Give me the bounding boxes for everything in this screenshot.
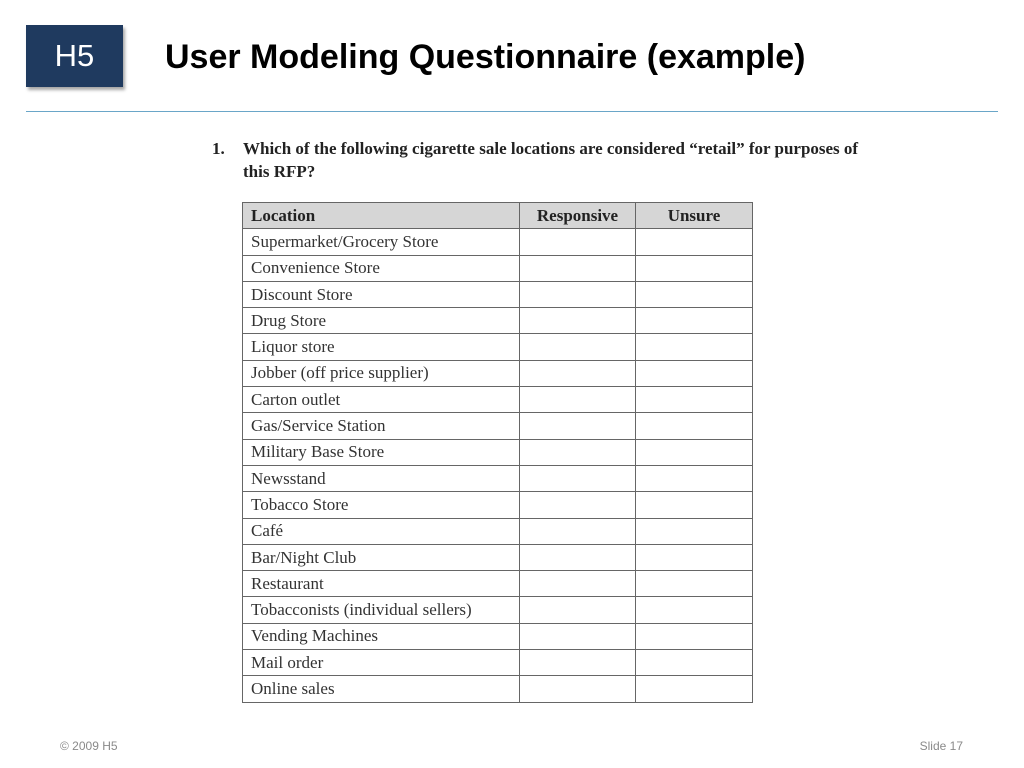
question-text: Which of the following cigarette sale locations are considered “retail” for purposes of this RFP? <box>243 139 859 181</box>
table-row <box>243 439 753 465</box>
location-cell: Drug Store <box>243 308 520 334</box>
unsure-cell[interactable] <box>636 650 753 676</box>
table-row <box>243 492 753 518</box>
location-cell: Newsstand <box>243 465 520 491</box>
unsure-cell[interactable] <box>636 571 753 597</box>
responsive-cell[interactable] <box>520 229 636 255</box>
unsure-cell[interactable] <box>636 597 753 623</box>
location-cell: Jobber (off price supplier) <box>243 360 520 386</box>
location-cell: Café <box>243 518 520 544</box>
table-row <box>243 518 753 544</box>
title-divider <box>26 111 998 112</box>
location-cell: Supermarket/Grocery Store <box>243 229 520 255</box>
responsive-cell[interactable] <box>520 360 636 386</box>
header-responsive: Responsive <box>520 203 636 229</box>
location-cell: Liquor store <box>243 334 520 360</box>
table-row <box>243 308 753 334</box>
table-header-row <box>243 203 753 229</box>
responsive-cell[interactable] <box>520 492 636 518</box>
h5-logo <box>26 25 123 87</box>
location-table <box>242 202 753 703</box>
table-row <box>243 229 753 255</box>
responsive-cell[interactable] <box>520 281 636 307</box>
responsive-cell[interactable] <box>520 650 636 676</box>
responsive-cell[interactable] <box>520 544 636 570</box>
table-row <box>243 334 753 360</box>
location-cell: Carton outlet <box>243 387 520 413</box>
location-cell: Restaurant <box>243 571 520 597</box>
location-cell: Military Base Store <box>243 439 520 465</box>
location-cell: Discount Store <box>243 281 520 307</box>
unsure-cell[interactable] <box>636 492 753 518</box>
responsive-cell[interactable] <box>520 255 636 281</box>
location-cell: Vending Machines <box>243 623 520 649</box>
unsure-cell[interactable] <box>636 518 753 544</box>
responsive-cell[interactable] <box>520 623 636 649</box>
unsure-cell[interactable] <box>636 360 753 386</box>
table-row <box>243 650 753 676</box>
table-body <box>243 229 753 702</box>
unsure-cell[interactable] <box>636 334 753 360</box>
table-row <box>243 623 753 649</box>
responsive-cell[interactable] <box>520 465 636 491</box>
unsure-cell[interactable] <box>636 229 753 255</box>
responsive-cell[interactable] <box>520 308 636 334</box>
table-row <box>243 597 753 623</box>
table-row <box>243 387 753 413</box>
table-row <box>243 255 753 281</box>
responsive-cell[interactable] <box>520 439 636 465</box>
responsive-cell[interactable] <box>520 518 636 544</box>
unsure-cell[interactable] <box>636 281 753 307</box>
unsure-cell[interactable] <box>636 544 753 570</box>
location-cell: Mail order <box>243 650 520 676</box>
table-row <box>243 676 753 702</box>
footer-slide-number: Slide 17 <box>919 739 963 753</box>
responsive-cell[interactable] <box>520 597 636 623</box>
responsive-cell[interactable] <box>520 413 636 439</box>
location-cell: Gas/Service Station <box>243 413 520 439</box>
question-number: 1. <box>212 139 225 158</box>
header-location: Location <box>243 203 520 229</box>
unsure-cell[interactable] <box>636 255 753 281</box>
table-row <box>243 360 753 386</box>
location-cell: Bar/Night Club <box>243 544 520 570</box>
header-unsure: Unsure <box>636 203 753 229</box>
responsive-cell[interactable] <box>520 676 636 702</box>
responsive-cell[interactable] <box>520 334 636 360</box>
responsive-cell[interactable] <box>520 571 636 597</box>
unsure-cell[interactable] <box>636 308 753 334</box>
location-cell: Online sales <box>243 676 520 702</box>
table-row <box>243 413 753 439</box>
unsure-cell[interactable] <box>636 676 753 702</box>
unsure-cell[interactable] <box>636 387 753 413</box>
table-row <box>243 571 753 597</box>
unsure-cell[interactable] <box>636 465 753 491</box>
unsure-cell[interactable] <box>636 413 753 439</box>
table-row <box>243 465 753 491</box>
unsure-cell[interactable] <box>636 623 753 649</box>
slide-title: User Modeling Questionnaire (example) <box>165 38 806 76</box>
location-cell: Tobacco Store <box>243 492 520 518</box>
unsure-cell[interactable] <box>636 439 753 465</box>
responsive-cell[interactable] <box>520 387 636 413</box>
table-row <box>243 544 753 570</box>
logo-text: H5 <box>54 38 95 73</box>
footer-copyright: © 2009 H5 <box>60 739 118 753</box>
location-cell: Tobacconists (individual sellers) <box>243 597 520 623</box>
location-cell: Convenience Store <box>243 255 520 281</box>
table-row <box>243 281 753 307</box>
